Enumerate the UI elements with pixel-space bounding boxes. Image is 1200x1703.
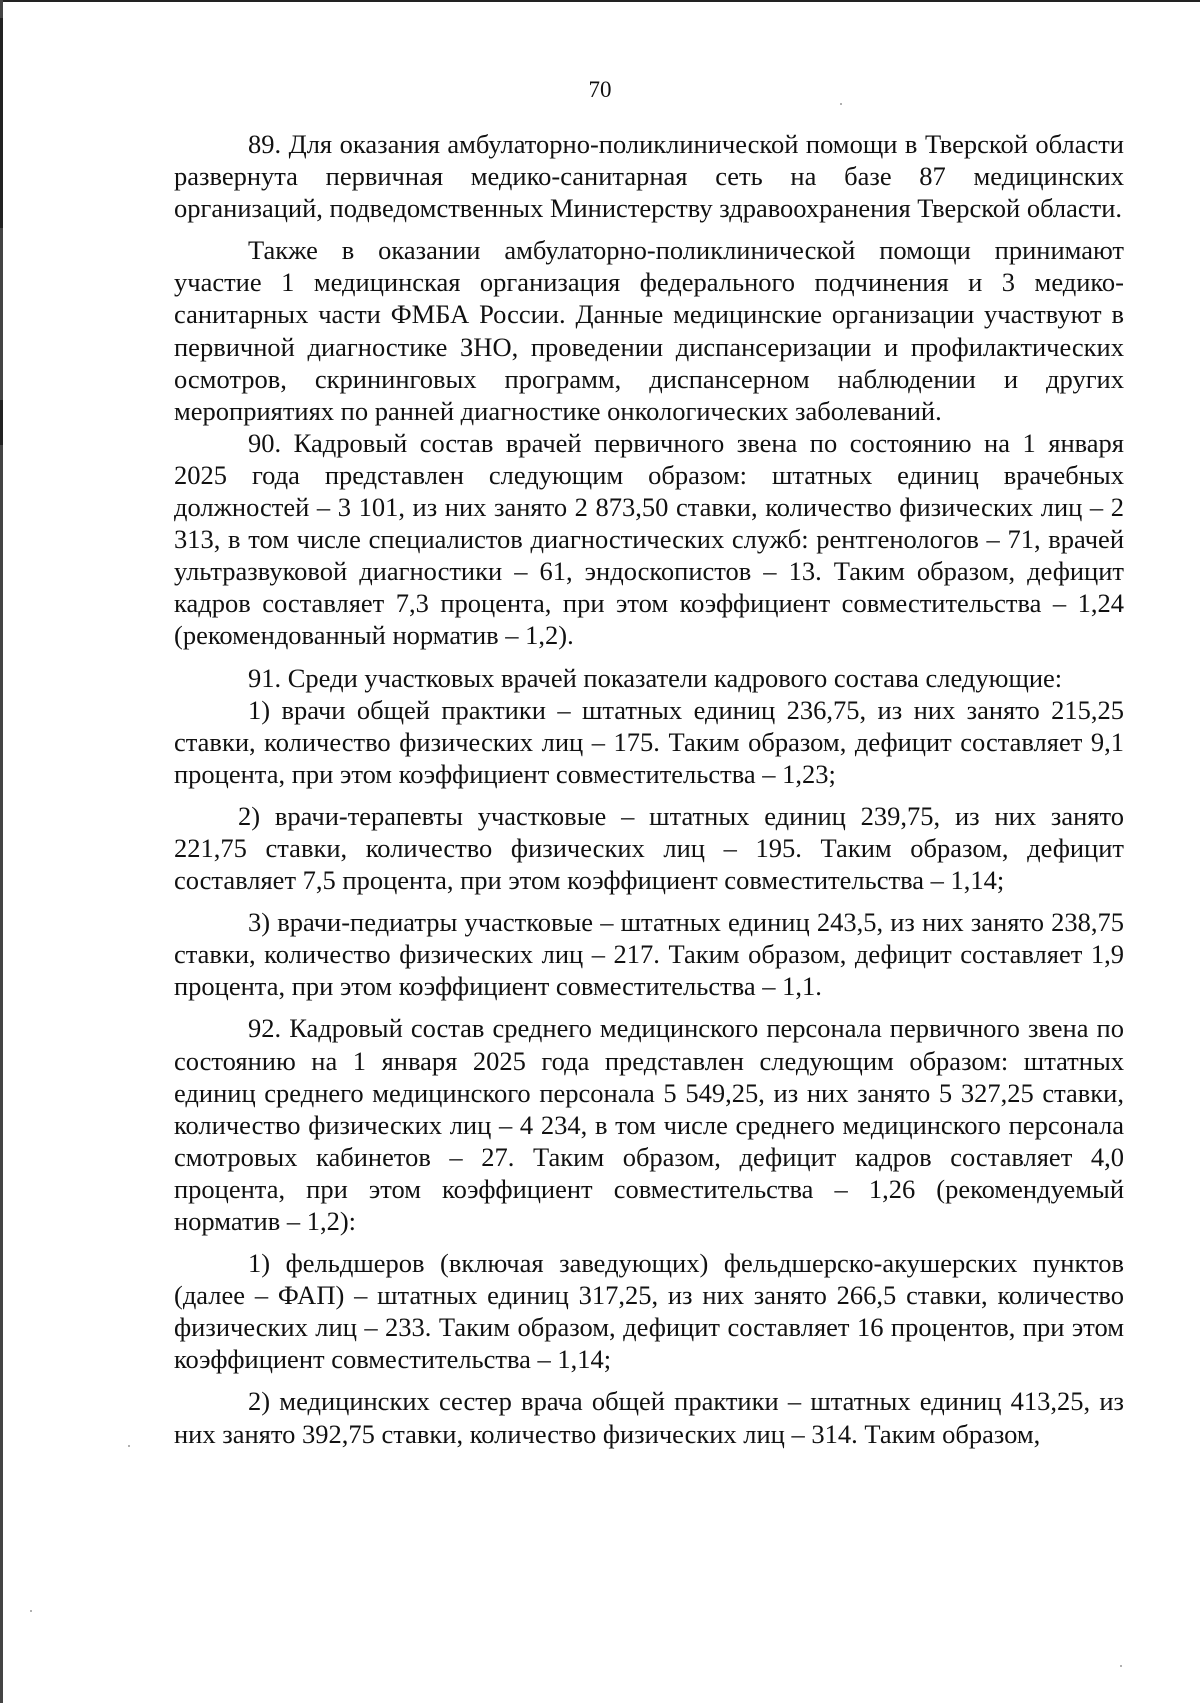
scan-edge-mark — [0, 400, 3, 445]
list-item-2-nurses: 2) медицинских сестер врача общей практики – штатных единиц 413,25, из них занято 392,75 ставки, количество физических лиц – 314. Таким образом, — [174, 1386, 1124, 1449]
scan-speck — [840, 103, 842, 105]
paragraph-also: Также в оказании амбулаторно-поликлинической помощи принимают участие 1 медицинская организация федерального подчинения и 3 медико-санитарных части ФМБА России. Данные медицинские организации участвуют в первичной диагностике ЗНО, проведении диспансеризации и профилактических осмотров, скрининговых программ, диспансерном наблюдении и других мероприятиях по ранней диагностике онкологических заболеваний. — [174, 235, 1124, 426]
page-number: 70 — [588, 77, 612, 102]
list-item-1-feldsher: 1) фельдшеров (включая заведующих) фельдшерско-акушерских пунктов (далее – ФАП) – штатных единиц 317,25, из них занято 266,5 ставки, количество физических лиц – 233. Таким образом, дефицит составляет 16 процентов, при этом коэффициент совместительства – 1,14; — [174, 1248, 1124, 1375]
paragraph-91: 91. Среди участковых врачей показатели кадрового состава следующие: — [248, 662, 1063, 693]
page-top-border — [0, 0, 1200, 2]
paragraph-90: 90. Кадровый состав врачей первичного звена по состоянию на 1 января 2025 года представлен следующим образом: штатных единиц врачебных должностей – 3 101, из них занято 2 873,50 ставки, количество физических лиц – 2 313, в том числе специалистов диагностических служб: рентгенологов – 71, врачей ультразвуковой диагностики – 61, эндоскопистов – 13. Таким образом, дефицит кадров составляет 7,3 процента, при этом коэффициент совместительства – 1,24 (рекомендованный норматив – 1,2). — [174, 427, 1124, 651]
scan-left-edge — [0, 0, 3, 1703]
scan-speck — [128, 1445, 130, 1447]
list-item-3: 3) врачи-педиатры участковые – штатных единиц 243,5, из них занято 238,75 ставки, количество физических лиц – 217. Таким образом, дефицит составляет 1,9 процента, при этом коэффициент совместительства – 1,1. — [174, 907, 1124, 1002]
paragraph-92: 92. Кадровый состав среднего медицинского персонала первичного звена по состоянию на 1 января 2025 года представлен следующим образом: штатных единиц среднего медицинского персонала 5 549,25, из них занято 5 327,25 ставки, количество физических лиц – 4 234, в том числе среднего медицинского персонала смотровых кабинетов – 27. Таким образом, дефицит кадров составляет 4,0 процента, при этом коэффициент совместительства – 1,26 (рекомендуемый норматив – 1,2): — [174, 1013, 1124, 1236]
scan-edge-mark — [0, 18, 3, 228]
scan-speck — [1120, 1665, 1122, 1667]
scan-speck — [30, 1610, 32, 1612]
list-item-2: 2) врачи-терапевты участковые – штатных единиц 239,75, из них занято 221,75 ставки, количество физических лиц – 195. Таким образом, дефицит составляет 7,5 процента, при этом коэффициент совместительства – 1,14; — [174, 800, 1124, 896]
list-item-1: 1) врачи общей практики – штатных единиц 236,75, из них занято 215,25 ставки, количество физических лиц – 175. Таким образом, дефицит составляет 9,1 процента, при этом коэффициент совместительства – 1,23; — [174, 694, 1124, 789]
document-body — [174, 128, 1124, 1450]
paragraph-89: 89. Для оказания амбулаторно-поликлинической помощи в Тверской области развернута первичная медико-санитарная сеть на базе 87 медицинских организаций, подведомственных Министерству здравоохранения Тверской области. — [174, 129, 1124, 224]
